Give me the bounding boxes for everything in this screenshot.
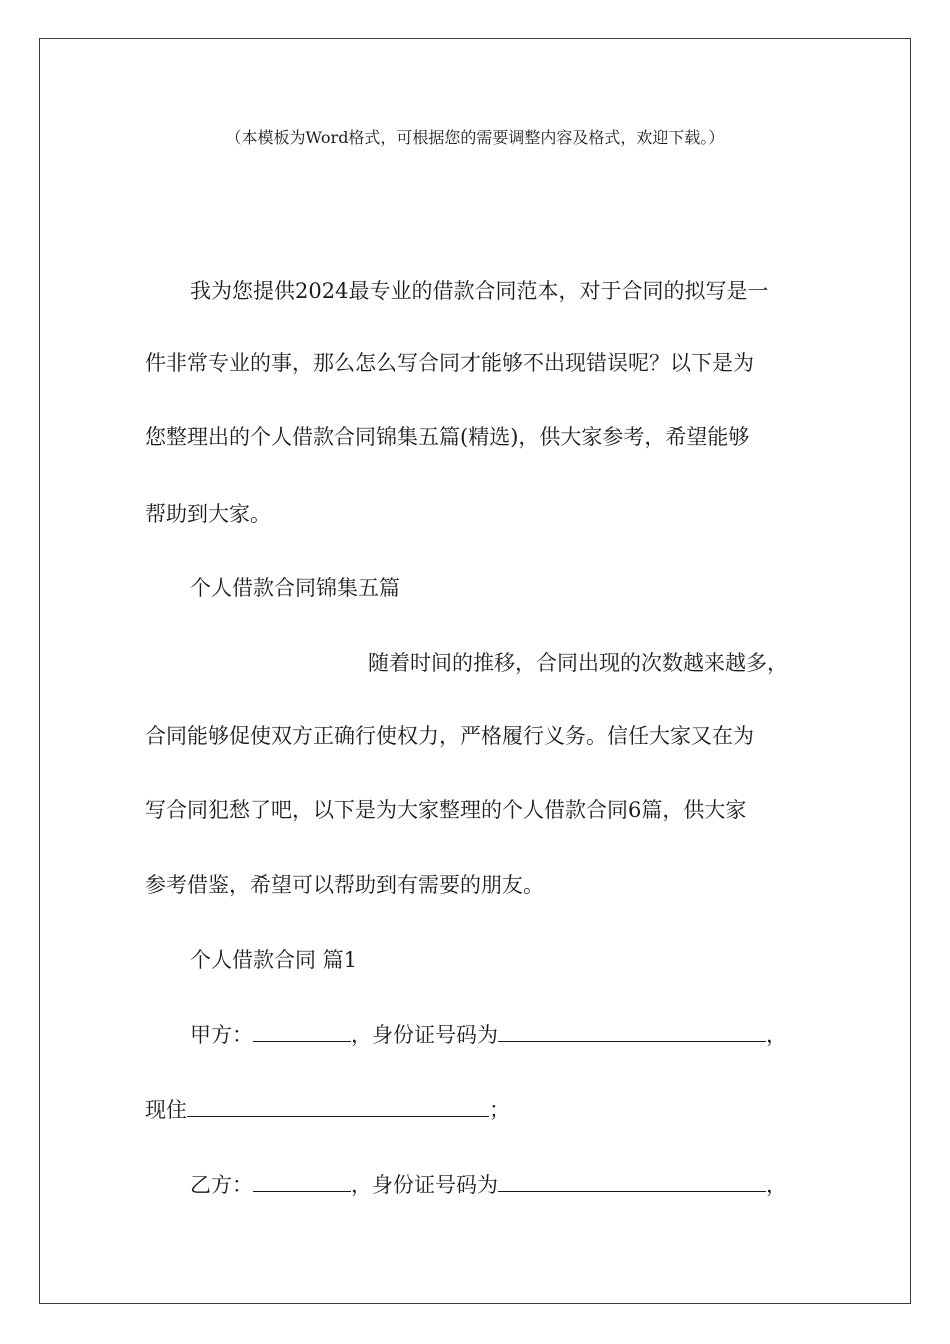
intro-line-2: 件非常专业的事，那么怎么写合同才能够不出现错误呢？以下是为 xyxy=(145,351,754,375)
party-a-line xyxy=(190,1022,787,1048)
party-b-id-text: ，身份证号码为 xyxy=(351,1173,498,1197)
party-a-name-blank[interactable] xyxy=(253,1023,351,1042)
intro-line-1: 我为您提供2024最专业的借款合同范本，对于合同的拟写是一 xyxy=(190,279,769,303)
preface-line-4: 参考借鉴，希望可以帮助到有需要的朋友。 xyxy=(145,873,544,897)
template-note: （本模板为Word格式，可根据您的需要调整内容及格式，欢迎下载。） xyxy=(225,128,725,147)
party-a-id-text: ，身份证号码为 xyxy=(351,1023,498,1047)
section-title: 个人借款合同 篇1 xyxy=(190,948,358,972)
party-b-id-blank[interactable] xyxy=(498,1173,766,1192)
party-b-name-blank[interactable] xyxy=(253,1173,351,1192)
intro-line-3: 您整理出的个人借款合同锦集五篇(精选)，供大家参考，希望能够 xyxy=(145,425,750,449)
collection-title: 个人借款合同锦集五篇 xyxy=(190,576,400,600)
party-b-label: 乙方： xyxy=(190,1173,253,1197)
intro-line-4: 帮助到大家。 xyxy=(145,502,271,526)
party-a-id-blank[interactable] xyxy=(498,1023,766,1042)
party-b-comma: ， xyxy=(766,1173,787,1197)
party-a-address-label: 现住 xyxy=(145,1098,187,1122)
party-b-line xyxy=(190,1172,787,1198)
party-a-address-line xyxy=(145,1097,510,1123)
party-a-label: 甲方： xyxy=(190,1023,253,1047)
preface-line-3: 写合同犯愁了吧，以下是为大家整理的个人借款合同6篇，供大家 xyxy=(145,798,747,822)
preface-line-1: 随着时间的推移，合同出现的次数越来越多， xyxy=(368,651,788,675)
party-a-address-blank[interactable] xyxy=(187,1098,489,1117)
preface-line-2: 合同能够促使双方正确行使权力，严格履行义务。信任大家又在为 xyxy=(145,724,754,748)
party-a-address-end: ； xyxy=(489,1098,510,1122)
party-a-comma: ， xyxy=(766,1023,787,1047)
